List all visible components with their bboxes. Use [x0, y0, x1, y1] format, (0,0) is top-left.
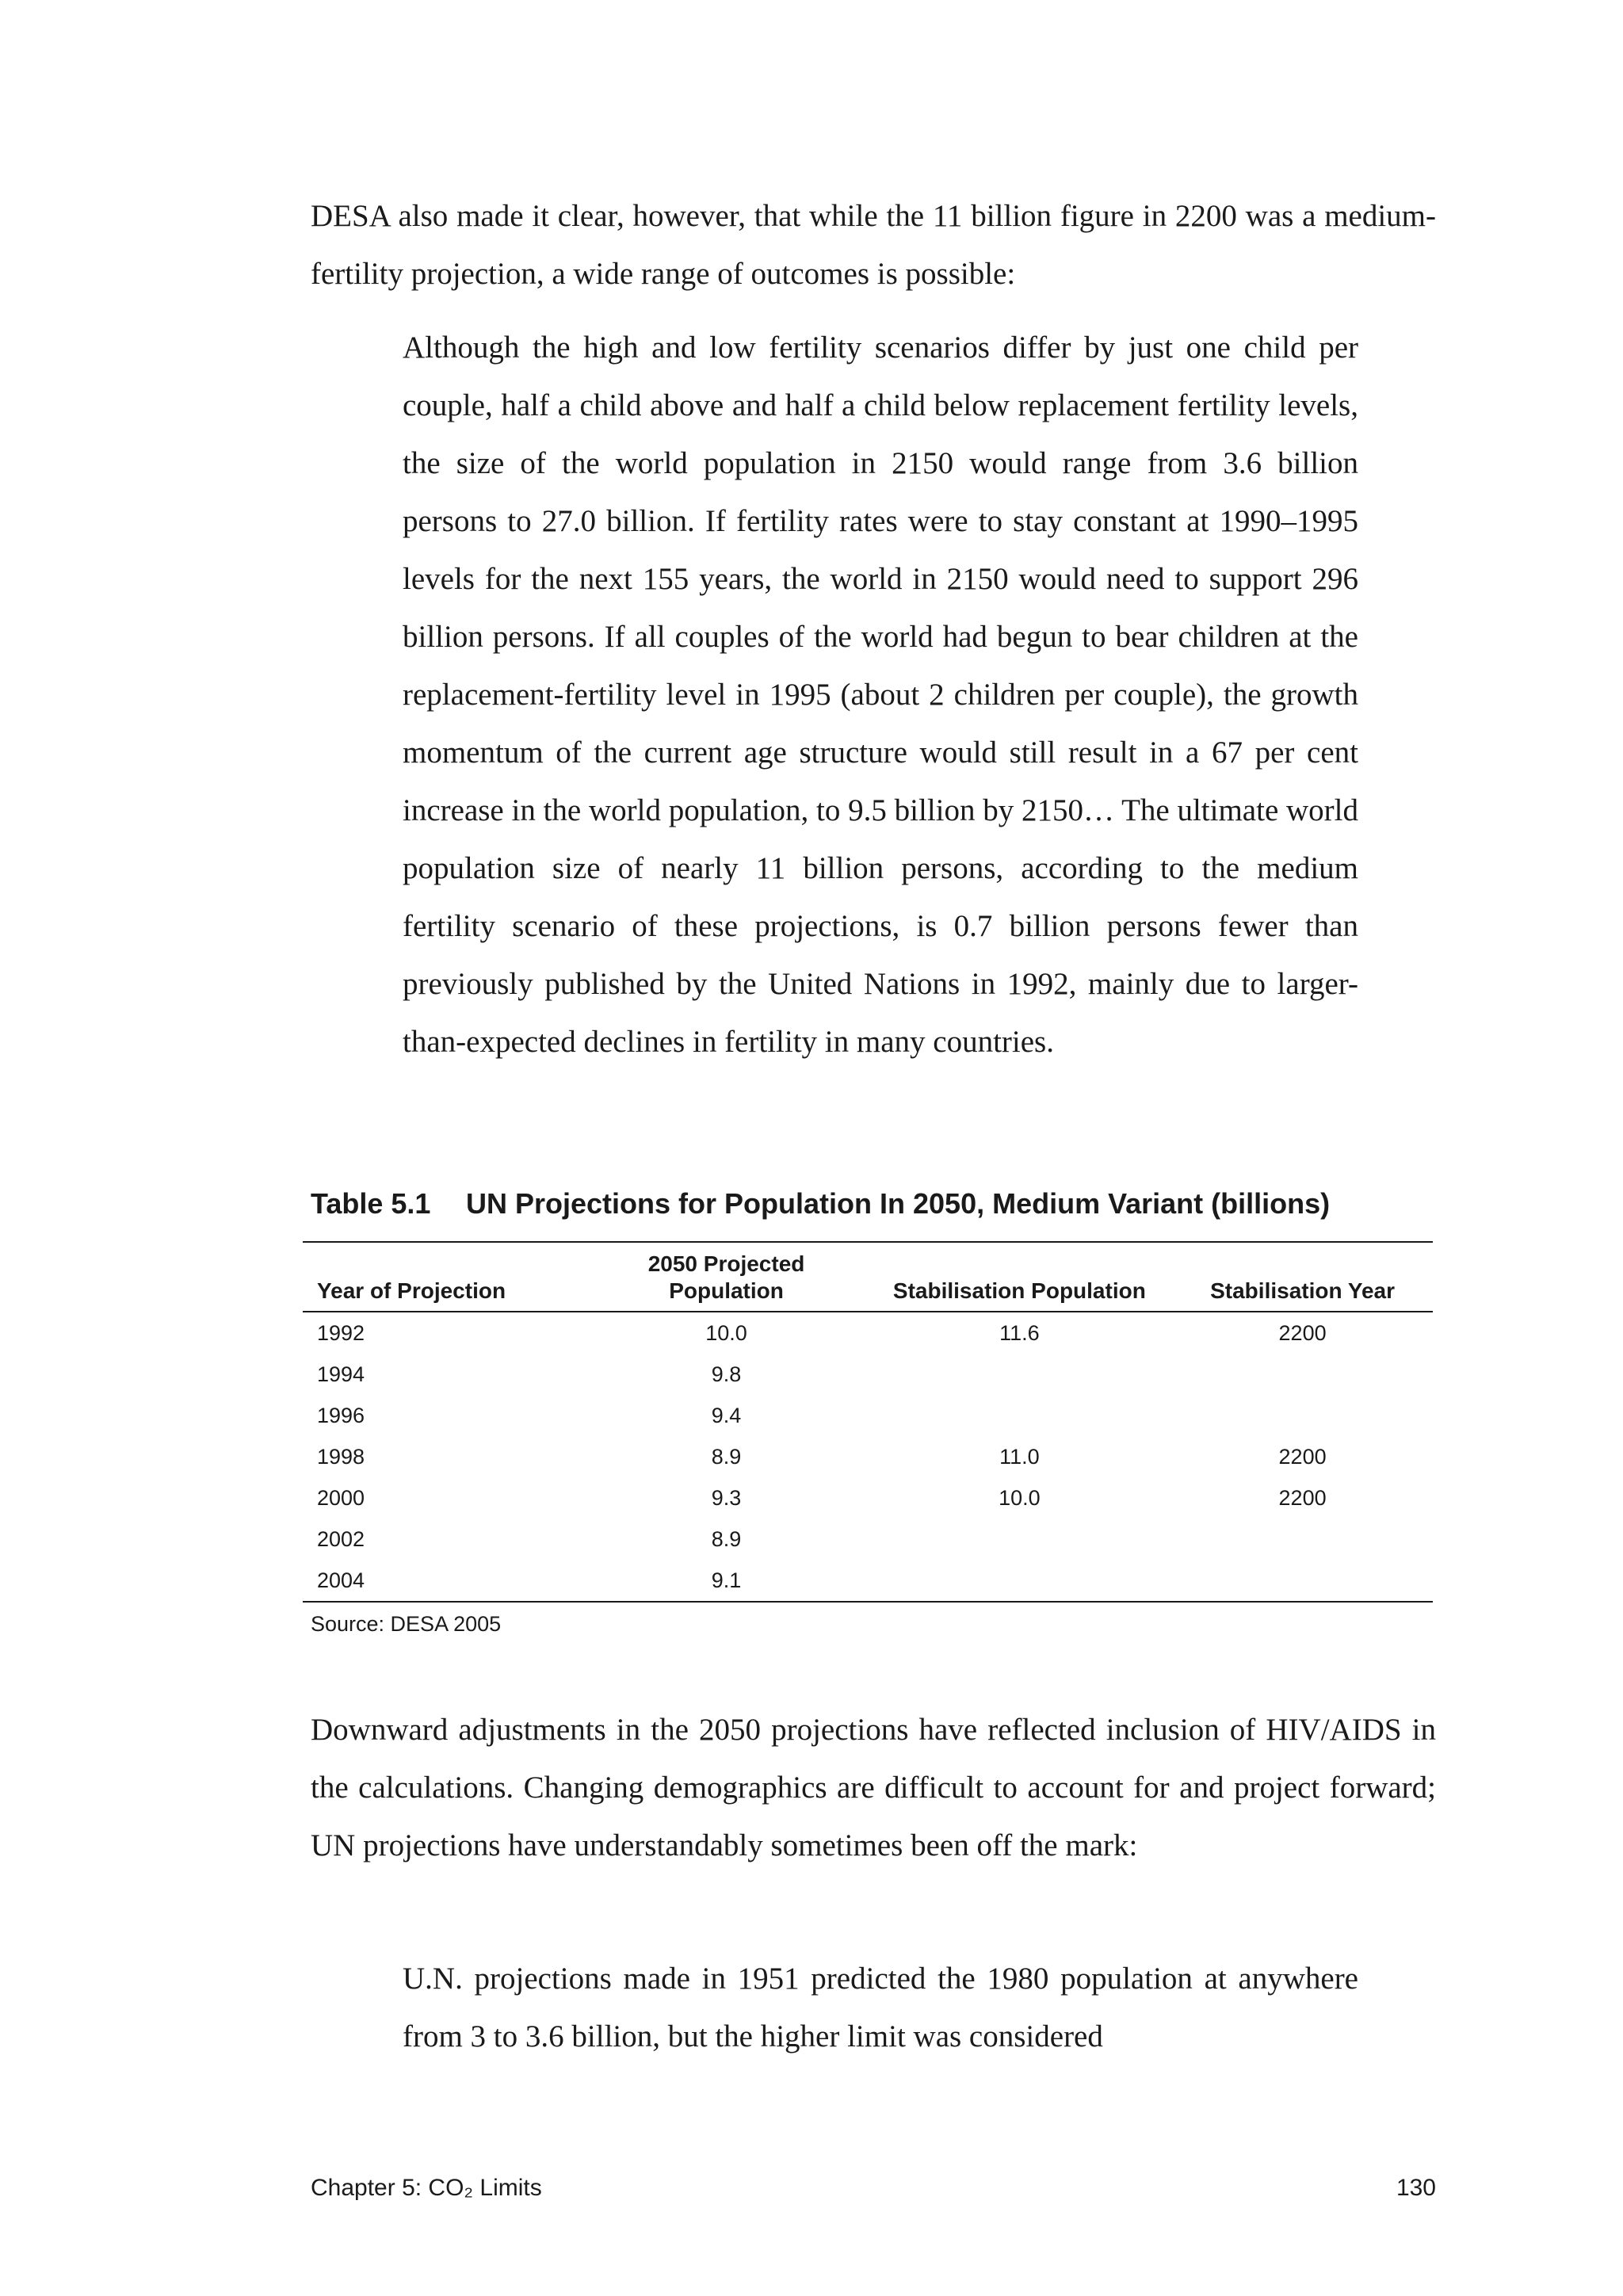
table-row: [303, 1560, 1433, 1602]
cell-stabilisation-year: [1172, 1395, 1433, 1436]
table-title: UN Projections for Population In 2050, Medium Variant (billions): [466, 1187, 1331, 1220]
cell-stabilisation-population: [867, 1560, 1173, 1602]
intro-paragraph: DESA also made it clear, however, that while the 11 billion figure in 2200 was a medium-fertility projection, a wide range of outcomes is possible:: [311, 199, 1436, 291]
cell-stabilisation-population: 11.0: [999, 1444, 1040, 1469]
cell-2050-projected: 8.9: [711, 1526, 742, 1551]
cell-year: 2004: [317, 1568, 365, 1592]
cell-stabilisation-population: 10.0: [999, 1485, 1041, 1510]
table-row: [303, 1436, 1433, 1477]
cell-stabilisation-population: [867, 1395, 1173, 1436]
table-row: [303, 1312, 1433, 1354]
cell-2050-projected: 10.0: [705, 1320, 747, 1345]
header-2050-projected-population: 2050 Projected Population: [647, 1251, 805, 1303]
footer-chapter-title: Chapter 5: CO₂ Limits: [311, 2175, 542, 2201]
population-projections-table: [303, 1241, 1433, 1603]
cell-stabilisation-year: [1172, 1560, 1433, 1602]
cell-2050-projected: 9.3: [711, 1485, 742, 1510]
table-row: [303, 1395, 1433, 1436]
cell-year: 1998: [317, 1444, 365, 1469]
table-caption: [311, 1187, 1330, 1221]
footer-page-number: 130: [1396, 2175, 1436, 2201]
cell-stabilisation-population: [867, 1519, 1173, 1560]
table-source-note: Source: DESA 2005: [311, 1612, 502, 1636]
cell-year: 1996: [317, 1403, 365, 1427]
table-header-row: [303, 1242, 1433, 1312]
cell-stabilisation-population: [867, 1354, 1173, 1395]
table-row: [303, 1354, 1433, 1395]
table-number: Table 5.1: [311, 1187, 431, 1220]
cell-2050-projected: 9.8: [711, 1362, 742, 1386]
cell-year: 2000: [317, 1485, 365, 1510]
cell-year: 2002: [317, 1526, 365, 1551]
block-quote-fertility-scenarios: Although the high and low fertility scenarios differ by just one child per couple, half a child above and half a child below replacement fertility levels, the size of the world population in 2150 would range from 3.6 billion persons to 27.0 billion. If fertility rates were to stay constant at 1990–1995 levels for the next 155 years, the world in 2150 would need to support 296 billion persons. If all couples of the world had begun to bear children at the replacement-fertility level in 1995 (about 2 children per couple), the growth momentum of the current age structure would still result in a 67 per cent increase in the world population, to 9.5 billion by 2150… The ultimate world population size of nearly 11 billion persons, according to the medium fertility scenario of these projections, is 0.7 billion persons fewer than previously published by the United Nations in 1992, mainly due to larger-than-expected declines in fertility in many countries.: [403, 330, 1358, 1059]
table-row: [303, 1519, 1433, 1560]
cell-stabilisation-year: [1172, 1354, 1433, 1395]
header-stabilisation-year: Stabilisation Year: [1210, 1278, 1396, 1303]
after-table-paragraph: Downward adjustments in the 2050 projections have reflected inclusion of HIV/AIDS in the calculations. Changing demographics are difficult to account for and project forward; UN projections have understandably sometimes been off the mark:: [311, 1713, 1436, 1862]
cell-year: 1994: [317, 1362, 365, 1386]
cell-2050-projected: 9.1: [711, 1568, 742, 1592]
table-row: [303, 1477, 1433, 1519]
cell-stabilisation-year: 2200: [1278, 1444, 1327, 1469]
cell-stabilisation-population: 11.6: [999, 1320, 1040, 1345]
cell-2050-projected: 9.4: [711, 1403, 742, 1427]
cell-year: 1992: [317, 1320, 365, 1345]
cell-stabilisation-year: [1172, 1519, 1433, 1560]
cell-2050-projected: 8.9: [711, 1444, 742, 1469]
header-year-of-projection: Year of Projection: [317, 1278, 506, 1303]
block-quote-un-projections-1951: U.N. projections made in 1951 predicted the 1980 population at anywhere from 3 to 3.6 billion, but the higher limit was considered: [403, 1962, 1358, 2053]
cell-stabilisation-year: 2200: [1278, 1320, 1327, 1345]
cell-stabilisation-year: 2200: [1278, 1485, 1327, 1510]
header-stabilisation-population: Stabilisation Population: [892, 1278, 1146, 1303]
